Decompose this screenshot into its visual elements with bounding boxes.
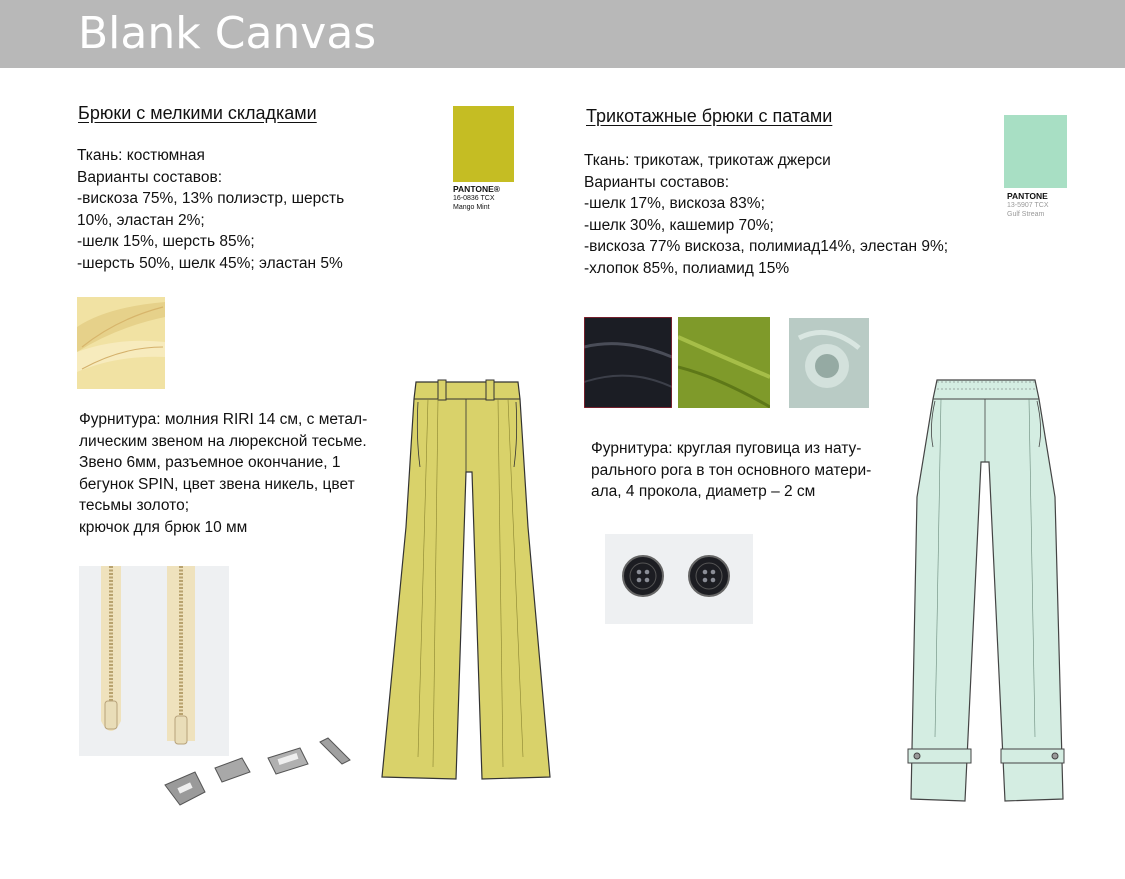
left-pantone-brand: PANTONE®	[453, 184, 501, 194]
right-pantone-label	[1007, 192, 1067, 219]
zipper-image	[79, 566, 229, 756]
page-title: Blank Canvas	[78, 8, 377, 59]
trouser-hooks-image	[160, 730, 360, 810]
left-pantone-label	[453, 185, 519, 212]
left-pantone-swatch	[453, 106, 514, 182]
header-bar	[0, 0, 1125, 68]
right-pantone-brand: PANTONE	[1007, 191, 1048, 201]
mint-knit-sample-image	[789, 318, 869, 408]
right-pantone-swatch	[1004, 115, 1067, 188]
left-section-title: Брюки с мелкими складками	[78, 103, 317, 123]
right-fabric-text: Ткань: трикотаж, трикотаж джерси Варианты составов: -шелк 17%, вискоза 83%; -шелк 30%, кашемир 70%; -вискоза 77% вискоза, полимиад14%, элестан 9%; -хлопок 85%, полиамид 15%	[584, 152, 949, 277]
left-pantone-code: 16-0836 TCX	[453, 195, 495, 202]
left-pantone-name: Mango Mint	[453, 204, 490, 211]
black-knit-sample-image	[584, 317, 672, 408]
olive-knit-sample-image	[678, 317, 770, 408]
left-fabric-text: Ткань: костюмная Варианты составов: -вискоза 75%, 13% полиэстр, шерсть 10%, эластан 2%; -шелк 15%, шерсть 85%; -шерсть 50%, шелк 45%; эластан 5%	[77, 147, 345, 272]
left-hardware-text: Фурнитура: молния RIRI 14 см, с метал- лическим звеном на люрексной тесьме. Звено 6мм, разъемное окончание, 1 бегунок SPIN, цвет звена никель, цвет тесьмы золото; крючок для брюк 10 мм	[79, 411, 368, 536]
right-hardware-text: Фурнитура: круглая пуговица из нату- рального рога в тон основного матери- ала, 4 прокола, диаметр – 2 см	[591, 440, 872, 500]
right-pantone-code: 13-5907 TCX	[1007, 202, 1049, 209]
horn-buttons-image	[605, 534, 753, 624]
wide-trousers-sketch	[378, 377, 553, 785]
knit-trousers-sketch	[905, 377, 1065, 805]
right-pantone-name: Gulf Stream	[1007, 211, 1045, 218]
suit-fabric-sample-image	[77, 297, 165, 389]
right-section-title: Трикотажные брюки с патами	[586, 106, 833, 126]
